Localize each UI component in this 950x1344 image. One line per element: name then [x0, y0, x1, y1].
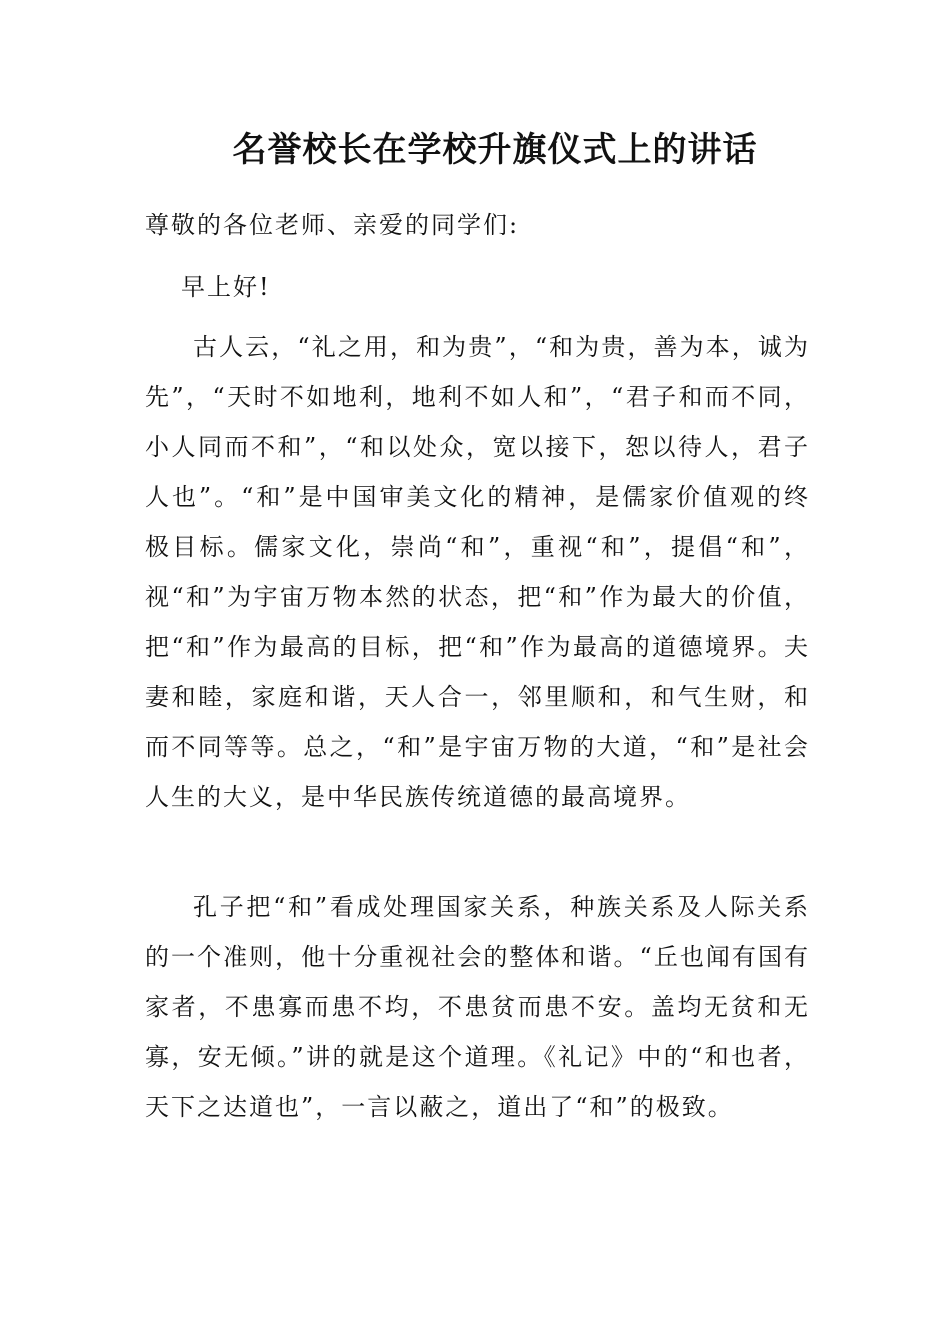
paragraph-1: 古人云，“礼之用，和为贵”，“和为贵，善为本，诚为先”，“天时不如地利，地利不如人和”，“君子和而不同，小人同而不和”，“和以处众，宽以接下，恕以待人，君子人也”。“和”是中国审美文化的精神，是儒家价值观的终极目标。儒家文化，崇尚“和”，重视“和”，提倡“和”，视“和”为宇宙万物本然的状态，把“和”作为最大的价值，把“和”作为最高的目标，把“和”作为最高的道德境界。夫妻和睦，家庭和谐，天人合一，邻里顺和，和气生财，和而不同等等。总之，“和”是宇宙万物的大道，“和”是社会人生的大义，是中华民族传统道德的最高境界。: [145, 333, 810, 811]
greeting: 早上好!: [181, 273, 271, 301]
salutation: 尊敬的各位老师、亲爱的同学们:: [145, 211, 520, 239]
paragraph-2: 孔子把“和”看成处理国家关系，种族关系及人际关系的一个准则，他十分重视社会的整体和谐。“丘也闻有国有家者，不患寡而患不均，不患贫而患不安。盖均无贫和无寡，安无倾。”讲的就是这个道理。《礼记》中的“和也者，天下之达道也”，一言以蔽之，道出了“和”的极致。: [145, 893, 810, 1121]
document-title: 名誉校长在学校升旗仪式上的讲话: [232, 130, 758, 170]
